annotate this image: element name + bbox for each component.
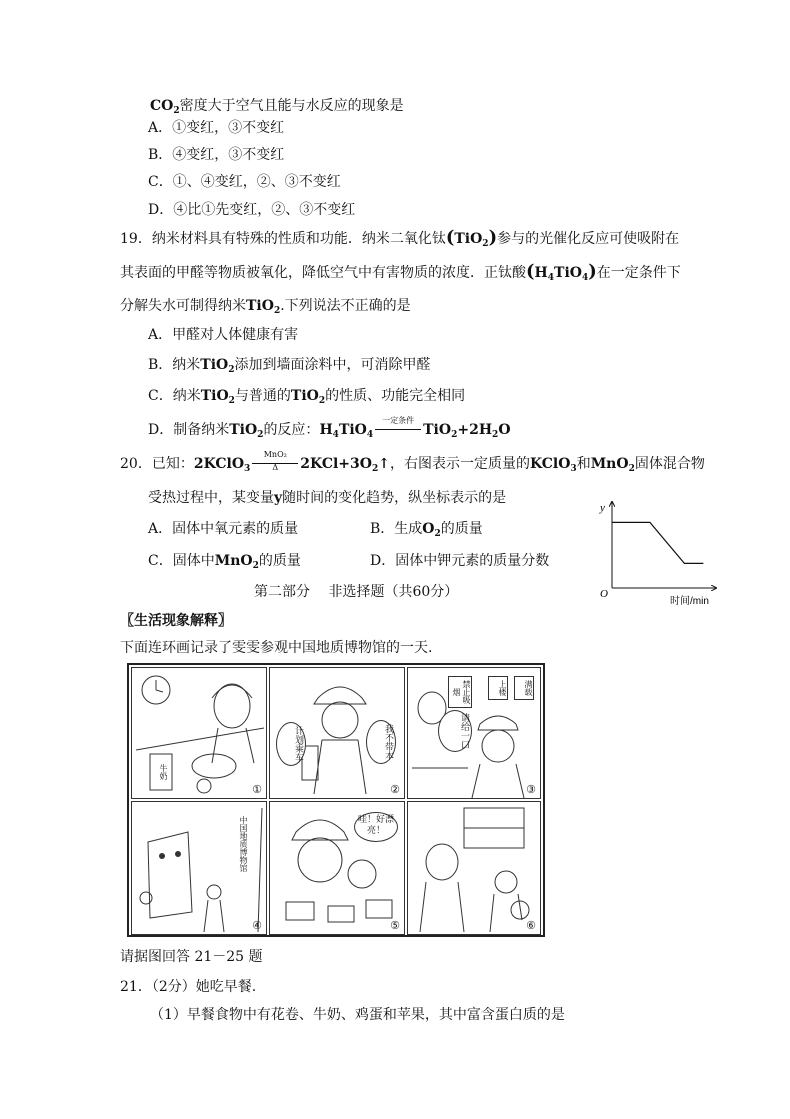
life-section-header: 〖生活现象解释〗 bbox=[120, 613, 232, 629]
q20-line-chart bbox=[596, 498, 720, 608]
q20-option-c[interactable]: C．固体中MnO$_2$的质量 bbox=[148, 553, 301, 571]
series-line bbox=[612, 522, 703, 563]
speech-bubble-3: 请给一口 bbox=[438, 710, 472, 752]
q19-option-b[interactable]: B．纳米TiO$_2$添加到墙面涂料中，可消除甲醛 bbox=[148, 357, 431, 375]
q21-title: 21．（2分）她吃早餐. bbox=[120, 979, 257, 995]
y-axis-label: y bbox=[600, 502, 605, 514]
no-smoking-sign: 禁止吸烟 bbox=[448, 676, 472, 708]
section-2-title: 第二部分 非选择题（共60分） bbox=[254, 584, 459, 600]
speech-bubble-5: 哇！好漂亮！ bbox=[354, 812, 398, 842]
reaction-condition-arrow: 一定条件 bbox=[375, 420, 421, 440]
comic-panel-3 bbox=[407, 667, 541, 799]
panel-number-2: ② bbox=[390, 783, 400, 796]
comic-panel-5 bbox=[269, 801, 405, 935]
q21-sub-1: （1）早餐食物中有花卷、牛奶、鸡蛋和苹果，其中富含蛋白质的是 bbox=[150, 1007, 565, 1023]
q20-option-b[interactable]: B．生成$O_2$的质量 bbox=[370, 521, 483, 539]
q18-option-b[interactable]: B．④变红，③不变红 bbox=[148, 147, 285, 163]
q19-line-3: 分解失水可制得纳米TiO$_2$.下列说法不正确的是 bbox=[120, 298, 411, 316]
answer-prompt: 请据图回答 21－25 题 bbox=[120, 949, 263, 965]
q19-line-2: 其表面的甲醛等物质被氧化，降低空气中有害物质的浓度．正钛酸$(H_4TiO_4)$在一定条件下 bbox=[120, 261, 681, 283]
comic-intro: 下面连环画记录了雯雯参观中国地质博物馆的一天. bbox=[120, 640, 433, 656]
panel-number-5: ⑤ bbox=[390, 919, 400, 932]
panel-number-4: ④ bbox=[252, 919, 262, 932]
q20-option-a[interactable]: A．固体中氧元素的质量 bbox=[148, 521, 299, 537]
reaction-catalyst-arrow: MnO₂ Δ bbox=[252, 454, 298, 474]
comic-panel-6 bbox=[407, 801, 541, 935]
museum-name-plaque: 中国地质博物馆 bbox=[239, 816, 248, 872]
q19-option-a[interactable]: A．甲醛对人体健康有害 bbox=[148, 327, 299, 343]
q19-line-1: 19．纳米材料具有特殊的性质和功能．纳米二氧化钛(TiO$_2$)参与的光催化反应可使吸附在 bbox=[120, 227, 680, 249]
q18-option-d[interactable]: D．④比①先变红，②、③不变红 bbox=[148, 202, 356, 218]
q18-stem: $CO_2$密度大于空气且能与水反应的现象是 bbox=[150, 98, 404, 116]
upstairs-sign: 上楼 bbox=[488, 676, 508, 700]
comic-panel-4 bbox=[131, 801, 267, 935]
comic-panel-2 bbox=[269, 667, 405, 799]
panel-number-6: ⑥ bbox=[526, 919, 536, 932]
q19-option-c[interactable]: C．纳米TiO$_2$与普通的TiO$_2$的性质、功能完全相同 bbox=[148, 388, 466, 406]
q19-option-d[interactable]: D．制备纳米TiO$_2$的反应：$H_4TiO_4$ 一定条件 $TiO_2+2H_2O$ bbox=[148, 416, 511, 440]
q20-line-2: 受热过程中，某变量y随时间的变化趋势，纵坐标表示的是 bbox=[148, 490, 507, 506]
q20-option-d[interactable]: D．固体中钾元素的质量分数 bbox=[370, 553, 550, 569]
q18-option-c[interactable]: C．①、④变红，②、③不变红 bbox=[148, 174, 341, 190]
q20-line-1: 20．已知：2KClO$_3$ MnO₂ Δ $2KCl+3O_2↑$，右图表示一定质量的KClO$_3$和MnO$_2$固体混合物 bbox=[120, 450, 705, 474]
q18-option-a[interactable]: A．①变红，③不变红 bbox=[148, 120, 285, 136]
comic-strip bbox=[127, 663, 545, 937]
full-sign: 满载 bbox=[514, 676, 534, 700]
speech-bubble-left: 计划乘车 bbox=[276, 722, 306, 766]
panel-number-3: ③ bbox=[526, 783, 536, 796]
speech-bubble-right: 我不带本 bbox=[366, 720, 396, 764]
panel-number-1: ① bbox=[252, 783, 262, 796]
milk-carton-label: 牛奶 bbox=[159, 764, 168, 780]
origin-label: O bbox=[600, 588, 608, 600]
x-axis-label: 时间/min bbox=[670, 596, 709, 607]
comic-panel-1 bbox=[131, 667, 267, 799]
